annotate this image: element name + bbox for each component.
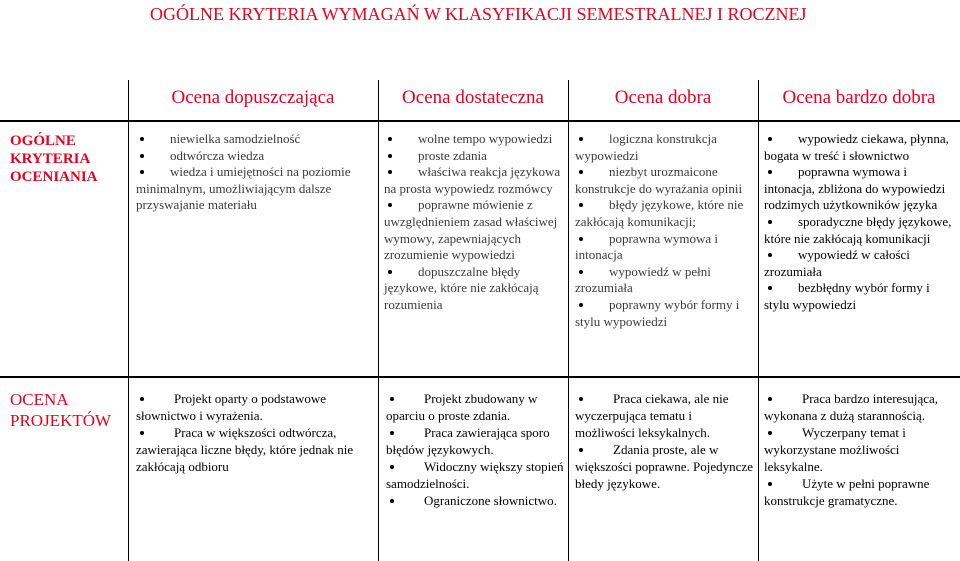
bullet-icon (768, 431, 772, 435)
list-item: wolne tempo wypowiedzi (384, 131, 566, 148)
bullet-icon (768, 253, 772, 257)
row-label-ogolne-kryteria: OGÓLNE KRYTERIA OCENIANIA (10, 133, 98, 185)
list-item: dopuszczalne błędy językowe, które nie zakłócają rozumienia (384, 263, 539, 312)
cell-r1-c3 (575, 131, 755, 330)
list-item: wiedza i umiejętności na poziomie minimalnym, umożliwiającym dalsze przyswajanie materiału (136, 164, 351, 213)
list-item: wypowiedz ciekawa, płynna, bogata w treść i słownictwo (764, 131, 949, 163)
list-item: Użyte w pełni poprawne konstrukcje gramatyczne. (764, 476, 930, 508)
bullet-icon (768, 397, 772, 401)
bullet-icon (388, 170, 392, 174)
list-item: poprawna wymowa i intonacja, zbliżona do wypowiedzi rodzimych użytkowników języka (764, 164, 946, 213)
bullet-icon (140, 397, 144, 401)
bullet-icon (140, 154, 144, 158)
cell-r1-c4 (764, 131, 956, 314)
bullet-icon (579, 170, 583, 174)
bullet-icon (768, 220, 772, 224)
bullet-icon (388, 270, 392, 274)
page-title: OGÓLNE KRYTERIA WYMAGAŃ W KLASYFIKACJI SEMESTRALNEJ I ROCZNEJ (150, 4, 807, 24)
bullet-icon (390, 465, 394, 469)
bullet-icon (140, 431, 144, 435)
list-item: poprawna wymowa i intonacja (575, 230, 719, 263)
bullet-icon (579, 270, 583, 274)
table-row-divider (0, 376, 960, 378)
bullet-icon (768, 170, 772, 174)
bullet-icon (388, 203, 392, 207)
list-item: Zdania proste, ale w większości poprawne. Pojedyncze błedy językowe. (575, 442, 753, 491)
list-item: niewielka samodzielność (136, 131, 372, 148)
list-item: logiczna konstrukcja wypowiedzi (575, 131, 717, 163)
list-item: Praca bardzo interesująca, wykonana z dużą starannością. (764, 391, 939, 423)
column-divider (758, 80, 759, 561)
bullet-icon (579, 203, 583, 207)
header-ocena-dobra: Ocena dobra (614, 87, 712, 108)
list-item: Projekt oparty o podstawowe słownictwo i wyrażenia. (136, 391, 327, 423)
cell-r1-c2 (384, 131, 566, 314)
list-item: Widoczny większy stopień samodzielności. (386, 459, 564, 491)
bullet-icon (579, 397, 583, 401)
bullet-icon (140, 170, 144, 174)
list-item: Projekt zbudowany w oparciu o proste zdania. (386, 391, 538, 423)
bullet-icon (579, 137, 583, 141)
list-item: Praca zawierająca sporo błędów językowych. (386, 425, 550, 457)
cell-r2-c4 (764, 390, 954, 509)
list-item: odtwórcza wiedza (136, 148, 372, 165)
list-item: poprawny wybór formy i stylu wypowiedzi (575, 296, 740, 329)
list-item: Praca w większości odtwórcza, zawierająca liczne błędy, które jednak nie zakłócają odbioru (136, 425, 354, 474)
header-ocena-dopuszczajaca: Ocena dopuszczająca (171, 87, 335, 108)
list-item: niezbyt urozmaicone konstrukcje do wyrażania opinii (575, 164, 743, 196)
list-item: Ograniczone słownictwo. (386, 492, 564, 509)
cell-r2-c3 (575, 390, 755, 492)
bullet-icon (390, 431, 394, 435)
bullet-icon (140, 137, 144, 141)
header-ocena-dostateczna: Ocena dostateczna (402, 87, 544, 108)
bullet-icon (768, 482, 772, 486)
bullet-icon (579, 448, 583, 452)
list-item: wypowiedź w całości zrozumiała (764, 247, 910, 279)
column-divider (378, 80, 379, 561)
cell-r1-c1 (136, 131, 372, 214)
bullet-icon (388, 137, 392, 141)
list-item: sporadyczne błędy językowe, które nie zakłócają komunikacji (764, 213, 952, 246)
list-item: poprawne mówienie z uwzględnieniem zasad właściwej wymowy, zapewniających zrozumienie wypowiedzi (384, 197, 558, 263)
row-label-ocena-projektow: OCENA PROJEKTÓW (10, 390, 112, 430)
bullet-icon (768, 286, 772, 290)
list-item: proste zdania (384, 148, 566, 165)
header-ocena-bardzo-dobra: Ocena bardzo dobra (782, 87, 936, 108)
list-item: błędy językowe, które nie zakłócają komunikacji; (575, 197, 744, 229)
bullet-icon (388, 154, 392, 158)
cell-r2-c1 (136, 390, 372, 475)
list-item: Wyczerpany temat i wykorzystane możliwości leksykalne. (764, 425, 906, 474)
bullet-icon (390, 397, 394, 401)
cell-r2-c2 (386, 390, 564, 509)
bullet-icon (390, 499, 394, 503)
list-item: bezbłędny wybór formy i stylu wypowiedzi (764, 280, 930, 312)
list-item: właściwa reakcja językowa na prosta wypowiedz rozmówcy (384, 164, 561, 196)
table-top-border (0, 120, 960, 122)
column-divider (128, 80, 129, 561)
bullet-icon (579, 237, 583, 241)
list-item: wypowiedź w pełni zrozumiała (575, 263, 711, 296)
list-item: Praca ciekawa, ale nie wyczerpująca tematu i możliwości leksykalnych. (575, 391, 729, 440)
bullet-icon (579, 303, 583, 307)
bullet-icon (768, 137, 772, 141)
column-divider (568, 80, 569, 561)
